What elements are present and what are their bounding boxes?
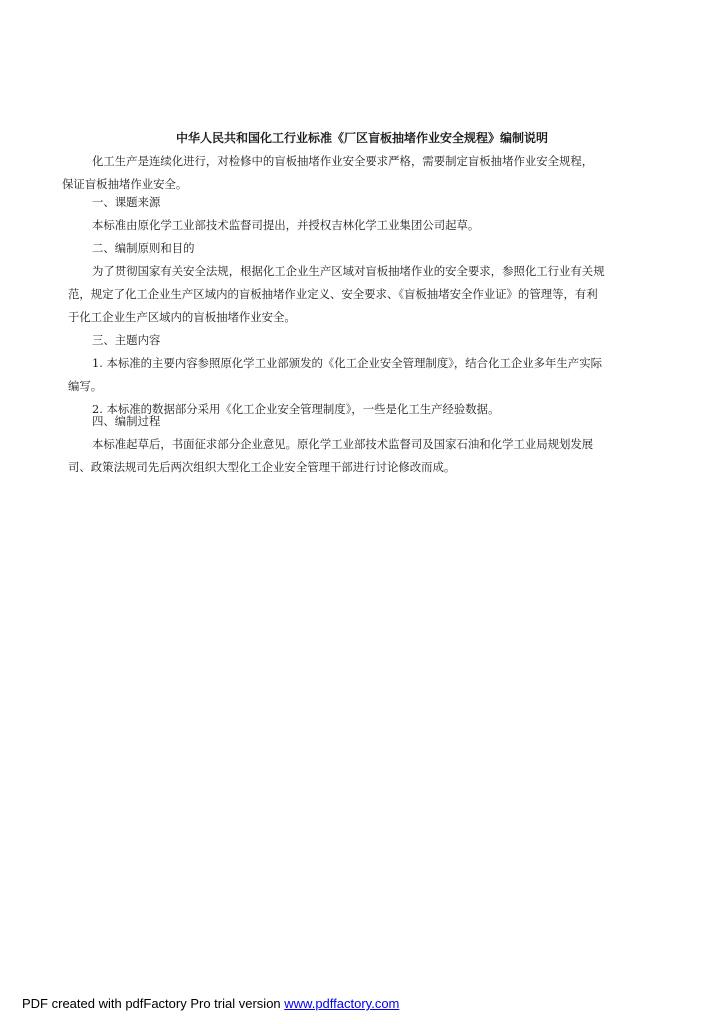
section-2-line-1: 为了贯彻国家有关安全法规，根据化工企业生产区域对盲板抽堵作业的安全要求，参照化工行业有关规 bbox=[92, 264, 605, 278]
section-2-heading: 二、编制原则和目的 bbox=[92, 241, 195, 255]
section-3 bbox=[70, 329, 664, 421]
section-4 bbox=[70, 410, 664, 479]
document-title: 中华人民共和国化工行业标准《厂区盲板抽堵作业安全规程》编制说明 bbox=[175, 131, 548, 145]
section-3-heading: 三、主题内容 bbox=[92, 333, 161, 347]
section-1-heading: 一、课题来源 bbox=[92, 195, 161, 209]
section-4-line-2: 司、政策法规司先后两次组织大型化工企业安全管理干部进行讨论修改而成。 bbox=[68, 460, 456, 474]
section-3-line-2: 编写。 bbox=[68, 379, 103, 393]
intro-line-1: 化工生产是连续化进行，对检修中的盲板抽堵作业安全要求严格，需要制定盲板抽堵作业安全规程， bbox=[92, 154, 594, 168]
intro-line-2: 保证盲板抽堵作业安全。 bbox=[62, 177, 188, 191]
section-4-line-1: 本标准起草后，书面征求部分企业意见。原化学工业部技术监督司及国家石油和化学工业局规划发展 bbox=[92, 437, 594, 451]
section-2 bbox=[70, 237, 664, 329]
section-2-line-3: 于化工企业生产区域内的盲板抽堵作业安全。 bbox=[68, 310, 296, 324]
section-1-line-1: 本标准由原化学工业部技术监督司提出，并授权吉林化学工业集团公司起草。 bbox=[92, 218, 480, 232]
section-1 bbox=[70, 191, 664, 237]
section-2-line-2: 范，规定了化工企业生产区域内的盲板抽堵作业定义、安全要求、《盲板抽堵安全作业证》的管理等，有利 bbox=[68, 287, 598, 301]
section-4-heading: 四、编制过程 bbox=[92, 414, 161, 428]
intro-paragraph bbox=[62, 150, 664, 196]
pdf-footer bbox=[22, 996, 399, 1012]
section-3-line-1: 1. 本标准的主要内容参照原化学工业部颁发的《化工企业安全管理制度》，结合化工企业多年生产实际 bbox=[92, 356, 602, 370]
section-3-line-3: 2. 本标准的数据部分采用《化工企业安全管理制度》，一些是化工生产经验数据。 bbox=[92, 402, 500, 416]
footer-text: PDF created with pdfFactory Pro trial version bbox=[22, 996, 285, 1011]
footer-link[interactable]: www.pdffactory.com bbox=[284, 996, 400, 1011]
